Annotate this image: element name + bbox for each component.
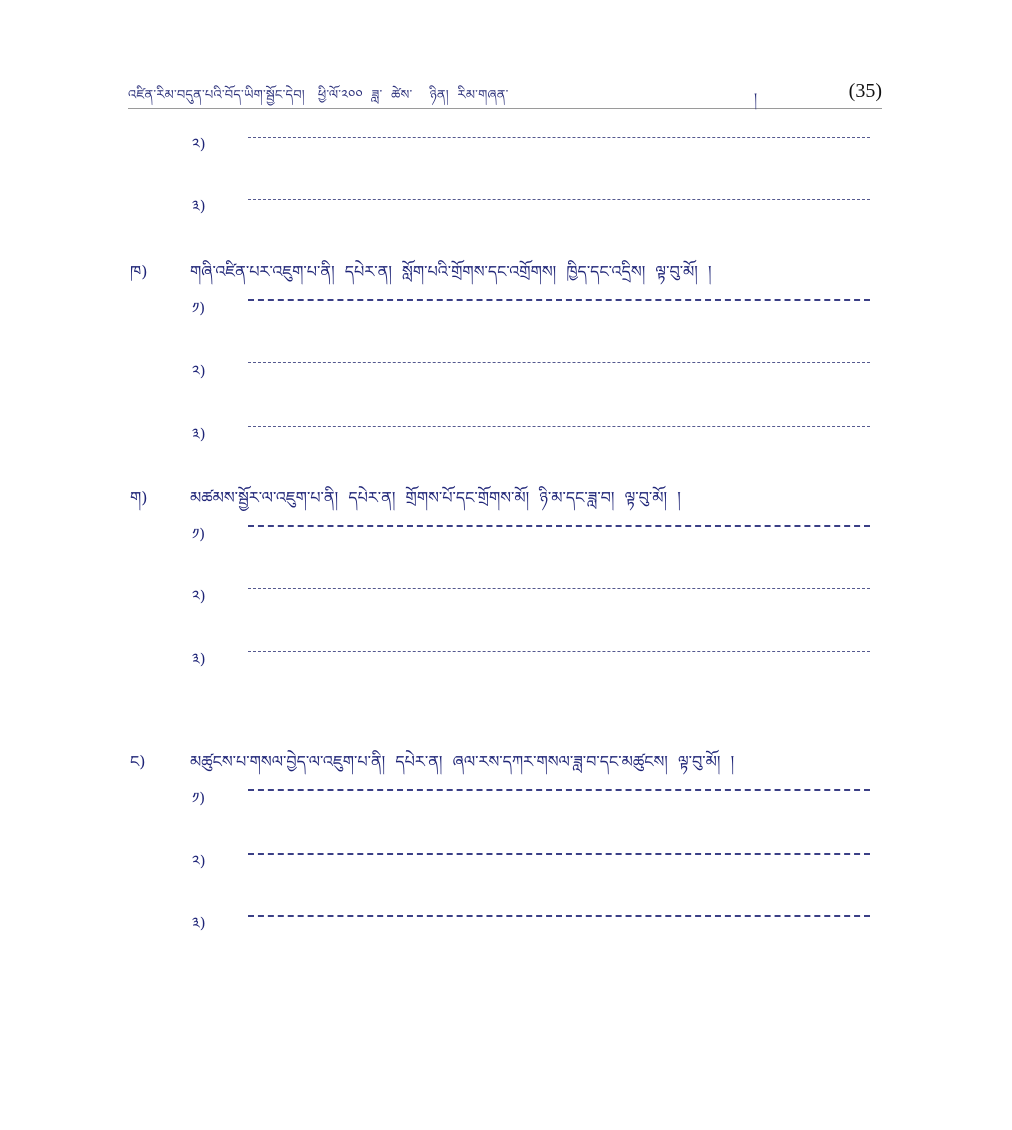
item-label: ༢) bbox=[192, 362, 206, 380]
item-label: ༢) bbox=[192, 852, 206, 870]
answer-line[interactable] bbox=[248, 651, 870, 652]
section-marker: ང) bbox=[130, 752, 146, 771]
answer-line[interactable] bbox=[248, 853, 870, 855]
item-label: ༡) bbox=[192, 525, 206, 543]
answer-line[interactable] bbox=[248, 588, 870, 589]
header-shad: ། bbox=[754, 91, 758, 107]
answer-line[interactable] bbox=[248, 299, 870, 301]
answer-line[interactable] bbox=[248, 362, 870, 363]
running-title: འཛིན་རིམ་བདུན་པའི་བོད་ཡིག་སྦྱོང་དེབ། ཕྱི་ལོ་༢༠༠ ཟླ་ ཚེས་ ཉིན། རིམ་གཞན་ bbox=[128, 88, 509, 103]
answer-line[interactable] bbox=[248, 426, 870, 427]
section-prompt: མཚུངས་པ་གསལ་བྱེད་ལ་འཇུག་པ་ནི། དཔེར་ན། ཞལ་རས་དཀར་གསལ་ཟླ་བ་དང་མཚུངས། ལྟ་བུ་མོ། ། bbox=[190, 752, 735, 771]
item-label: ༣) bbox=[192, 650, 206, 668]
answer-line[interactable] bbox=[248, 137, 870, 138]
item-label: ༡) bbox=[192, 789, 206, 807]
section-marker: ག) bbox=[130, 488, 148, 507]
answer-line[interactable] bbox=[248, 199, 870, 200]
item-label: ༢) bbox=[192, 587, 206, 605]
running-header bbox=[128, 78, 882, 109]
section-prompt: མཚམས་སྦྱོར་ལ་འཇུག་པ་ནི། དཔེར་ན། གྲོགས་པོ་དང་གྲོགས་མོ། ཉི་མ་དང་ཟླ་བ། ལྟ་བུ་མོ། ། bbox=[190, 488, 681, 507]
page-number: (35) bbox=[848, 80, 882, 102]
item-label: ༢) bbox=[192, 135, 206, 153]
item-label: ༣) bbox=[192, 425, 206, 443]
answer-line[interactable] bbox=[248, 915, 870, 917]
answer-line[interactable] bbox=[248, 789, 870, 791]
section-marker: ཁ) bbox=[130, 262, 148, 281]
answer-line[interactable] bbox=[248, 525, 870, 527]
item-label: ༡) bbox=[192, 299, 206, 317]
section-prompt: གཞི་འཛིན་པར་འཇུག་པ་ནི། དཔེར་ན། སློག་པའི་གྲོགས་དང་འགྲོགས། ཁྱིད་དང་འདྲིས། ལྟ་བུ་མོ། ། bbox=[190, 262, 712, 281]
item-label: ༣) bbox=[192, 914, 206, 932]
item-label: ༣) bbox=[192, 197, 206, 215]
